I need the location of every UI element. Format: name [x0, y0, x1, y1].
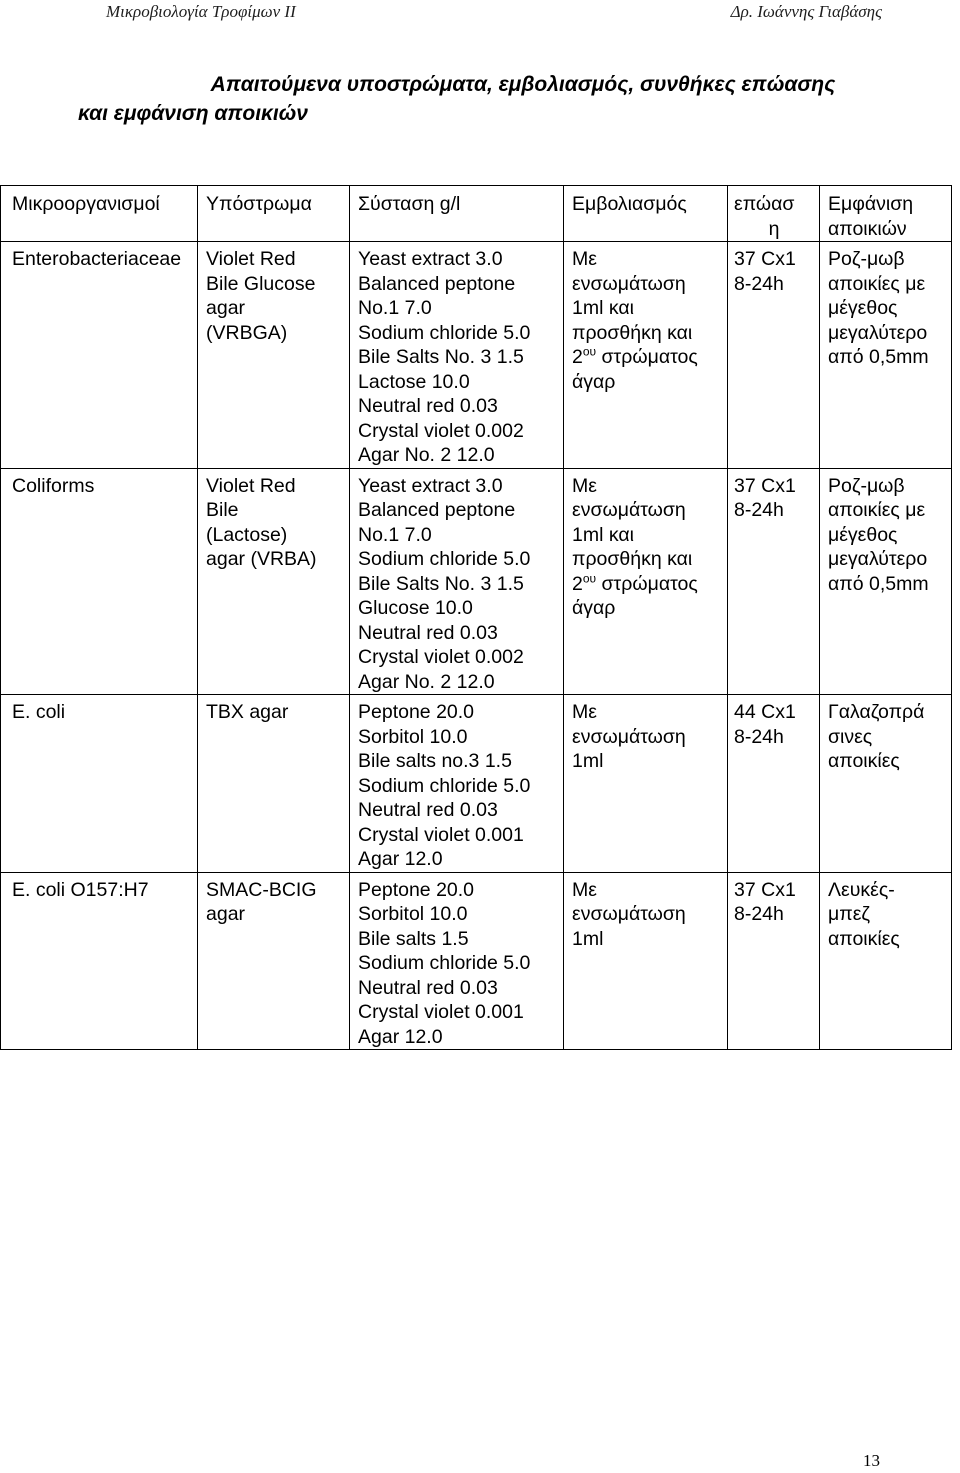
cell-incubation: [728, 872, 820, 1050]
cell-line: TBX agar: [206, 701, 289, 723]
cell-line: [572, 345, 722, 370]
header-incubation-line-2: η: [768, 217, 780, 240]
cell-line: από 0,5mm: [828, 572, 929, 595]
cell-line: E. coli O157:H7: [12, 878, 149, 901]
layer-word: στρώματος: [596, 346, 698, 368]
table-row: [1, 242, 952, 469]
header-inoculation: Εμβολιασμός: [564, 186, 728, 242]
cell-substrate: [198, 695, 350, 873]
cell-line: Crystal violet 0.001: [358, 1001, 524, 1023]
cell-inoculation: [564, 242, 728, 469]
cell-line: από 0,5mm: [828, 346, 929, 368]
table-row: [1, 468, 952, 695]
cell-line: αποικίες: [828, 750, 900, 772]
cell-line: Sorbitol 10.0: [358, 903, 468, 925]
cell-organism: [1, 242, 198, 469]
cell-substrate: [198, 872, 350, 1050]
cell-line: [572, 572, 722, 597]
cell-line: αποικίες με: [828, 499, 926, 521]
cell-line: μπεζ: [828, 903, 870, 925]
header-appearance-line-1: Εμφάνιση: [828, 193, 914, 215]
cell-line: 8-24h: [734, 499, 784, 521]
cell-line: Με: [572, 474, 597, 497]
cell-line: Sodium chloride 5.0: [358, 321, 531, 344]
cell-line: Balanced peptone: [358, 499, 516, 521]
cell-composition: [350, 468, 564, 695]
page-number: 13: [863, 1451, 880, 1470]
header-appearance: [820, 186, 952, 242]
cell-line: Peptone 20.0: [358, 878, 475, 901]
section-title: [78, 70, 898, 128]
cell-line: ενσωμάτωση: [572, 499, 686, 521]
cell-line: Με: [572, 878, 597, 901]
cell-line: 1ml: [572, 750, 604, 772]
cell-incubation: [728, 695, 820, 873]
cell-line: Bile Salts No. 3 1.5: [358, 572, 524, 595]
cell-appearance: [820, 872, 952, 1050]
cell-line: Ροζ-μωβ: [828, 248, 905, 270]
header-substrate: Υπόστρωμα: [198, 186, 350, 242]
cell-line: μέγεθος: [828, 297, 898, 319]
cell-line: Bile: [206, 499, 239, 521]
cell-composition: [350, 242, 564, 469]
cell-line: Neutral red 0.03: [358, 395, 498, 417]
cell-line: προσθήκη και: [572, 321, 693, 344]
cell-line: Bile salts 1.5: [358, 927, 469, 950]
cell-line: Sodium chloride 5.0: [358, 952, 531, 974]
cell-line: Lactose 10.0: [358, 370, 470, 393]
cell-line: Crystal violet 0.002: [358, 419, 524, 442]
layer-number: 2: [572, 572, 583, 595]
cell-line: 1ml: [572, 927, 604, 950]
cell-line: μεγαλύτερο: [828, 548, 928, 570]
cell-line: Bile Glucose: [206, 272, 316, 295]
header-incubation-line-1: επώασ: [734, 193, 795, 215]
cell-line: Bile salts no.3 1.5: [358, 750, 512, 772]
cell-line: άγαρ: [572, 597, 616, 619]
cell-line: 37 Cx1: [734, 474, 796, 497]
cell-line: Ροζ-μωβ: [828, 474, 905, 497]
running-header-course: Μικροβιολογία Τροφίμων ΙΙ: [106, 2, 296, 21]
cell-line: Neutral red 0.03: [358, 976, 498, 999]
cell-line: Sorbitol 10.0: [358, 725, 468, 748]
cell-line: Crystal violet 0.002: [358, 646, 524, 668]
cell-line: Neutral red 0.03: [358, 799, 498, 821]
cell-line: No.1 7.0: [358, 297, 432, 319]
cell-line: άγαρ: [572, 370, 616, 393]
cell-line: Neutral red 0.03: [358, 621, 498, 644]
cell-line: 37 Cx1: [734, 878, 796, 901]
cell-line: No.1 7.0: [358, 523, 432, 546]
cell-line: προσθήκη και: [572, 548, 693, 570]
cell-organism: [1, 468, 198, 695]
cell-line: 8-24h: [734, 903, 784, 925]
cell-appearance: [820, 468, 952, 695]
cell-line: Agar No. 2 12.0: [358, 444, 495, 466]
cell-line: ενσωμάτωση: [572, 272, 686, 295]
cell-organism: [1, 872, 198, 1050]
header-composition: Σύσταση g/l: [350, 186, 564, 242]
header-appearance-line-2: αποικιών: [828, 217, 907, 240]
header-microorganisms: Μικροοργανισμοί: [1, 186, 198, 242]
cell-line: SMAC-BCIG: [206, 878, 317, 901]
cell-line: μέγεθος: [828, 523, 898, 546]
cell-line: Με: [572, 701, 597, 723]
cell-substrate: [198, 468, 350, 695]
cell-line: μεγαλύτερο: [828, 321, 928, 344]
cell-line: Με: [572, 248, 597, 270]
cell-line: ενσωμάτωση: [572, 725, 686, 748]
cell-line: Sodium chloride 5.0: [358, 548, 531, 570]
cell-line: Sodium chloride 5.0: [358, 774, 531, 797]
cell-line: 8-24h: [734, 272, 784, 295]
section-title-line-1: Απαιτούμενα υποστρώματα, εμβολιασμός, συνθήκες επώασης: [210, 73, 836, 96]
cell-line: Bile Salts No. 3 1.5: [358, 346, 524, 368]
cell-line: 37 Cx1: [734, 248, 796, 270]
cell-line: Glucose 10.0: [358, 597, 473, 619]
cell-line: Agar No. 2 12.0: [358, 670, 495, 693]
cell-line: 8-24h: [734, 725, 784, 748]
cell-line: Violet Red: [206, 248, 296, 270]
cell-line: agar (VRBA): [206, 548, 317, 570]
layer-number: 2: [572, 346, 583, 368]
cell-line: E. coli: [12, 701, 66, 723]
cell-line: (Lactose): [206, 523, 288, 546]
cell-line: Agar 12.0: [358, 1025, 443, 1048]
cell-inoculation: [564, 468, 728, 695]
table-row: [1, 695, 952, 873]
cell-composition: [350, 872, 564, 1050]
cell-line: 44 Cx1: [734, 701, 796, 723]
cell-line: Agar 12.0: [358, 848, 443, 870]
cell-appearance: [820, 695, 952, 873]
cell-substrate: [198, 242, 350, 469]
cell-incubation: [728, 242, 820, 469]
cell-line: Γαλαζοπρά: [828, 701, 925, 723]
cell-inoculation: [564, 695, 728, 873]
cell-line: Violet Red: [206, 474, 296, 497]
cell-inoculation: [564, 872, 728, 1050]
cell-line: Λευκές-: [828, 878, 895, 901]
cell-line: Yeast extract 3.0: [358, 474, 503, 497]
layer-ordinal: ου: [582, 344, 597, 359]
media-table: [0, 185, 952, 1050]
cell-incubation: [728, 468, 820, 695]
cell-line: Yeast extract 3.0: [358, 248, 503, 270]
cell-line: Enterobacteriaceae: [12, 248, 182, 270]
cell-organism: [1, 695, 198, 873]
cell-line: 1ml και: [572, 297, 634, 319]
header-incubation: [728, 186, 820, 242]
cell-line: αποικίες με: [828, 272, 926, 295]
cell-line: (VRBGA): [206, 321, 288, 344]
table-row: [1, 872, 952, 1050]
layer-ordinal: ου: [582, 571, 597, 585]
cell-line: σινες: [828, 725, 873, 748]
cell-line: Coliforms: [12, 474, 95, 497]
table-header-row: [1, 186, 952, 242]
cell-appearance: [820, 242, 952, 469]
cell-line: αποικίες: [828, 927, 900, 950]
cell-composition: [350, 695, 564, 873]
running-header-author: Δρ. Ιωάννης Γιαβάσης: [730, 2, 882, 21]
section-title-line-2: και εμφάνιση αποικιών: [78, 102, 308, 125]
cell-line: Balanced peptone: [358, 272, 516, 295]
cell-line: agar: [206, 297, 246, 319]
cell-line: Crystal violet 0.001: [358, 823, 524, 846]
cell-line: Peptone 20.0: [358, 701, 475, 723]
cell-line: agar: [206, 903, 246, 925]
cell-line: 1ml και: [572, 523, 634, 546]
layer-word: στρώματος: [596, 572, 698, 595]
cell-line: ενσωμάτωση: [572, 903, 686, 925]
